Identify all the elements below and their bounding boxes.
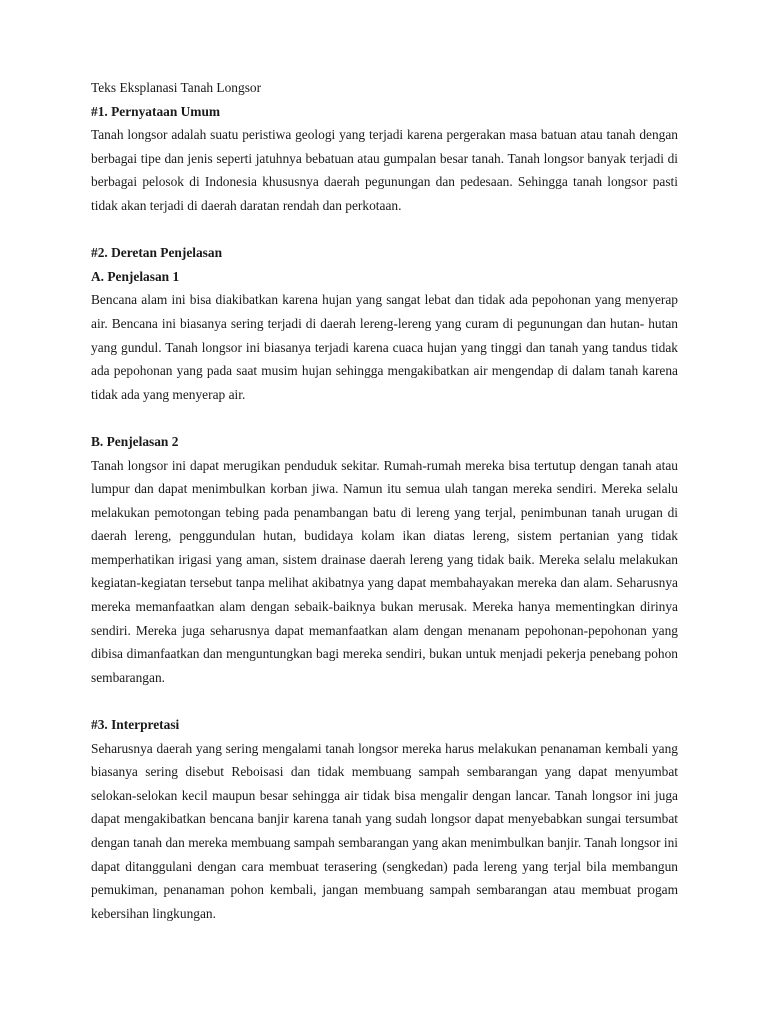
section-heading-pernyataan-umum: #1. Pernyataan Umum xyxy=(91,103,221,119)
paragraph-interpretasi: Seharusnya daerah yang sering mengalami tanah longsor mereka harus melakukan penanaman kembali yang biasanya sering disebut Reboisasi dan tidak membuang sampah sembarangan yang dapat menyumbat selokan-selokan kecil maupun besar sehingga air tidak bisa mengalir dengan lancar. Tanah longsor ini juga dapat mengakibatkan bencana banjir karena tanah yang sudah longsor dapat menyebabkan sungai tersumbat dengan tanah dan mereka membuang sampah sembarangan yang akan menimbulkan banjir. Tanah longsor ini dapat ditanggulani dengan cara membuat terasering (sengkedan) pada lereng yang terjal bila membangun pemukiman, penanaman pohon kembali, jangan membuang sampah sembarangan atau membuat progam kebersihan lingkungan. xyxy=(91,740,678,921)
paragraph-penjelasan-2: Tanah longsor ini dapat merugikan penduduk sekitar. Rumah-rumah mereka bisa tertutup dengan tanah atau lumpur dan dapat menimbulkan korban jiwa. Namun itu semua ulah tangan mereka sendiri. Mereka selalu melakukan pemotongan tebing pada penambangan batu di lereng yang terjal, penimbunan tanah urugan di daerah lereng, penggundulan hutan, budidaya kolam ikan diatas lereng, sistem pertanian yang tidak memperhatikan irigasi yang aman, sistem drainase daerah lereng yang tidak baik. Mereka selalu melakukan kegiatan-kegiatan tersebut tanpa melihat akibatnya yang dapat membahayakan mereka dan alam. Seharusnya mereka memanfaatkan alam dengan sebaik-baiknya bukan merusak. Mereka hanya mementingkan dirinya sendiri. Mereka juga seharusnya dapat memanfaatkan alam dengan menanam pepohonan-pepohonan yang dibisa dimanfaatkan dan menguntungkan bagi mereka sendiri, bukan untuk menjadi pekerja penebang pohon sembarangan. xyxy=(91,457,678,685)
subheading-penjelasan-2: B. Penjelasan 2 xyxy=(91,433,179,449)
document-page xyxy=(91,76,678,925)
document-title: Teks Eksplanasi Tanah Longsor xyxy=(91,80,262,95)
paragraph-penjelasan-1: Bencana alam ini bisa diakibatkan karena hujan yang sangat lebat dan tidak ada pepohonan yang menyerap air. Bencana ini biasanya sering terjadi di daerah lereng-lereng yang curam di pegunungan dan hutan- hutan yang gundul. Tanah longsor ini biasanya terjadi karena cuaca hujan yang tinggi dan tanah yang tandus tidak ada pepohonan yang pada saat musim hujan sehingga mengakibatkan air mengendap di dalam tanah karena tidak ada yang menyerap air. xyxy=(91,292,678,402)
paragraph-spacer xyxy=(91,218,678,242)
paragraph-pernyataan-umum: Tanah longsor adalah suatu peristiwa geologi yang terjadi karena pergerakan masa batuan atau tanah dengan berbagai tipe dan jenis seperti jatuhnya bebatuan atau gumpalan besar tanah. Tanah longsor banyak terjadi di berbagai pelosok di Indonesia khususnya daerah pegunungan dan pedesaan. Sehingga tanah longsor pasti tidak akan terjadi di daerah daratan rendah dan perkotaan. xyxy=(91,127,678,213)
section-heading-deretan-penjelasan: #2. Deretan Penjelasan xyxy=(91,245,223,261)
paragraph-spacer xyxy=(91,689,678,713)
subheading-penjelasan-1: A. Penjelasan 1 xyxy=(91,268,180,284)
paragraph-spacer xyxy=(91,406,678,430)
section-heading-interpretasi: #3. Interpretasi xyxy=(91,717,180,733)
